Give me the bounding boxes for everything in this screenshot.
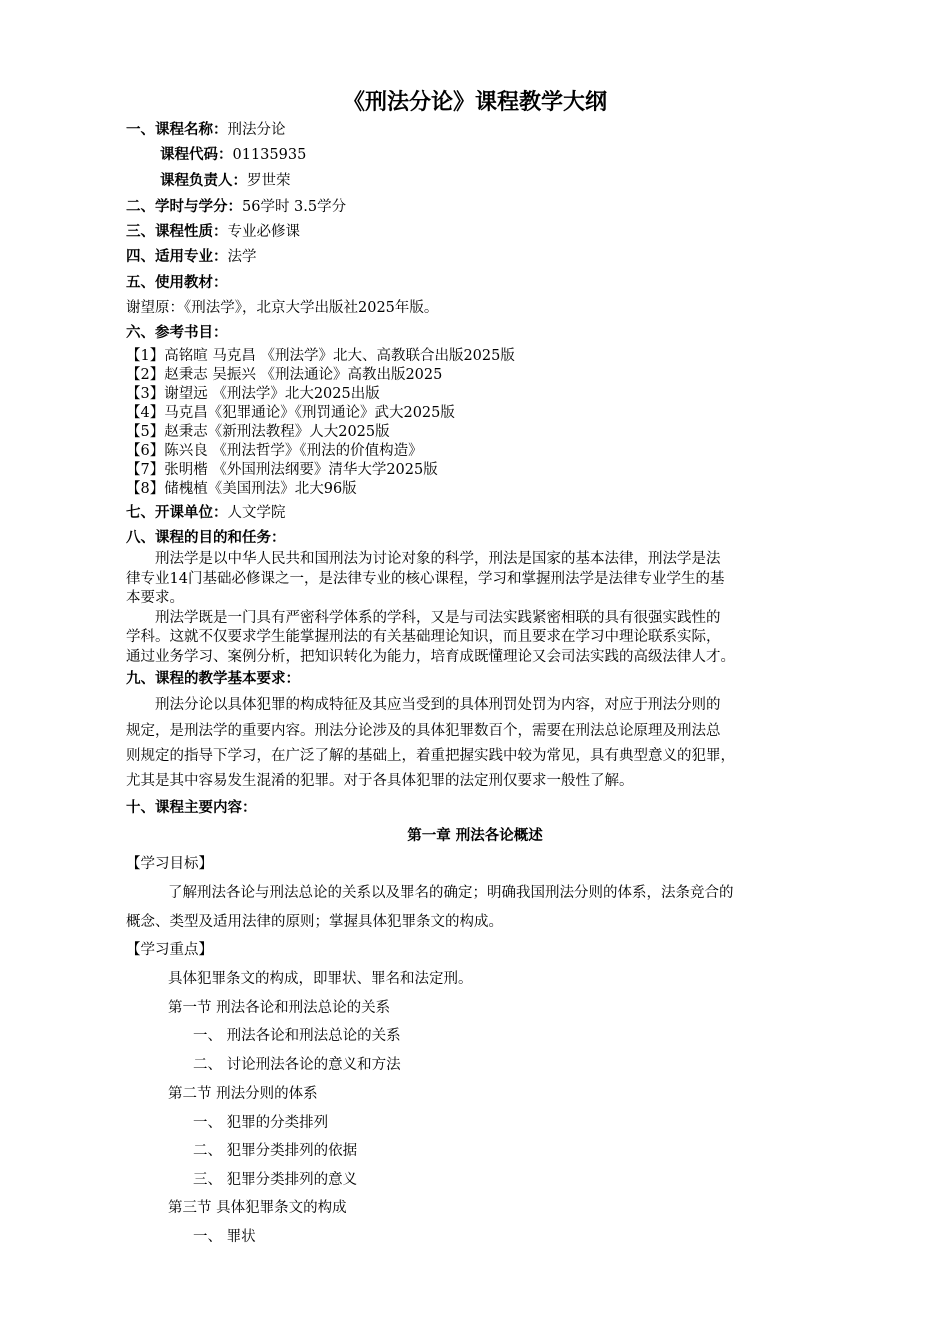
requirements-line: 刑法分论以具体犯罪的构成特征及其应当受到的具体刑罚处罚为内容，对应于刑法分则的	[155, 697, 721, 713]
major-value: 法学	[227, 249, 257, 265]
ref-item: 【3】谢望远 《刑法学》北大2025出版	[126, 386, 380, 402]
key-text: 具体犯罪条文的构成，即罪状、罪名和法定刑。	[168, 971, 473, 987]
section-heading: 第三节 具体犯罪条文的构成	[168, 1200, 347, 1216]
goals-p1-line: 刑法学是以中华人民共和国刑法为讨论对象的科学，刑法是国家的基本法律，刑法学是法	[155, 551, 721, 567]
unit-label: 七、开课单位：	[126, 505, 228, 521]
ref-item: 【5】赵秉志《新刑法教程》人大2025版	[126, 424, 390, 440]
goal-heading: 【学习目标】	[126, 856, 213, 872]
page-title: 《刑法分论》课程教学大纲	[342, 90, 607, 115]
goals-p2-line: 刑法学既是一门具有严密科学体系的学科，又是与司法实践紧密相联的具有很强实践性的	[155, 610, 721, 626]
course-name-row	[126, 121, 286, 140]
course-name-value: 刑法分论	[227, 122, 286, 138]
requirements-line: 则规定的指导下学习，在广泛了解的基础上，着重把握实践中较为常见，具有典型意义的犯罪，	[126, 748, 735, 764]
course-owner-row	[160, 172, 291, 191]
requirements-line: 尤其是其中容易发生混淆的犯罪。对于各具体犯罪的法定刑仅要求一般性了解。	[126, 773, 634, 789]
nature-label: 三、课程性质：	[126, 224, 228, 240]
chapter-heading: 第一章 刑法各论概述	[407, 828, 543, 844]
ref-item: 【4】马克昌《犯罪通论》《刑罚通论》武大2025版	[126, 405, 455, 421]
subsection-item: 一、 犯罪的分类排列	[193, 1115, 329, 1131]
course-code-row	[160, 146, 306, 165]
unit-row	[126, 504, 286, 523]
goals-p1-line: 律专业14门基础必修课之一，是法律专业的核心课程，学习和掌握刑法学是法律专业学生的基	[126, 571, 725, 587]
ref-item: 【6】陈兴良 《刑法哲学》《刑法的价值构造》	[126, 443, 423, 459]
refs-label: 六、参考书目：	[126, 325, 228, 341]
major-label: 四、适用专业：	[126, 249, 228, 265]
course-code-value: 01135935	[232, 147, 307, 163]
goals-p2-line: 学科。这就不仅要求学生能掌握刑法的有关基础理论知识，而且要求在学习中理论联系实际，	[126, 629, 721, 645]
course-owner-label: 课程负责人：	[160, 173, 247, 189]
subsection-item: 三、 犯罪分类排列的意义	[193, 1172, 358, 1188]
ref-item: 【1】高铭暄 马克昌 《刑法学》北大、高教联合出版2025版	[126, 348, 515, 364]
goal-line: 概念、类型及适用法律的原则；掌握具体犯罪条文的构成。	[126, 914, 503, 930]
nature-value: 专业必修课	[227, 224, 300, 240]
ref-item: 【2】赵秉志 吴振兴 《刑法通论》高教出版2025	[126, 367, 443, 383]
subsection-item: 二、 犯罪分类排列的依据	[193, 1143, 358, 1159]
ref-item: 【7】张明楷 《外国刑法纲要》清华大学2025版	[126, 462, 438, 478]
subsection-item: 一、 刑法各论和刑法总论的关系	[193, 1028, 401, 1044]
subsection-item: 二、 讨论刑法各论的意义和方法	[193, 1057, 401, 1073]
subsection-item: 一、 罪状	[193, 1229, 256, 1245]
goal-line: 了解刑法各论与刑法总论的关系以及罪名的确定；明确我国刑法分则的体系，法条竞合的	[168, 885, 734, 901]
ref-item: 【8】储槐植《美国刑法》北大96版	[126, 481, 357, 497]
unit-value: 人文学院	[227, 505, 286, 521]
course-owner-value: 罗世荣	[247, 173, 291, 189]
hours-value: 56学时 3.5学分	[242, 199, 347, 215]
hours-label: 二、学时与学分：	[126, 199, 242, 215]
requirements-line: 规定，是刑法学的重要内容。刑法分论涉及的具体犯罪数百个，需要在刑法总论原理及刑法总	[126, 723, 721, 739]
major-row	[126, 248, 257, 267]
section-heading: 第二节 刑法分则的体系	[168, 1086, 318, 1102]
goals-p2-line: 通过业务学习、案例分析，把知识转化为能力，培育成既懂理论又会司法实践的高级法律人才。	[126, 649, 735, 665]
course-name-label: 一、课程名称：	[126, 122, 228, 138]
goals-p1-line: 本要求。	[126, 590, 184, 606]
hours-row	[126, 198, 346, 217]
requirements-label: 九、课程的教学基本要求：	[126, 671, 300, 687]
section-heading: 第一节 刑法各论和刑法总论的关系	[168, 1000, 391, 1016]
goals-label: 八、课程的目的和任务：	[126, 530, 286, 546]
textbook-value: 谢望原：《刑法学》，北京大学出版社2025年版。	[126, 300, 439, 316]
course-code-label: 课程代码：	[160, 147, 233, 163]
content-label: 十、课程主要内容：	[126, 800, 257, 816]
key-heading: 【学习重点】	[126, 942, 213, 958]
textbook-label: 五、使用教材：	[126, 275, 228, 291]
nature-row	[126, 223, 300, 242]
